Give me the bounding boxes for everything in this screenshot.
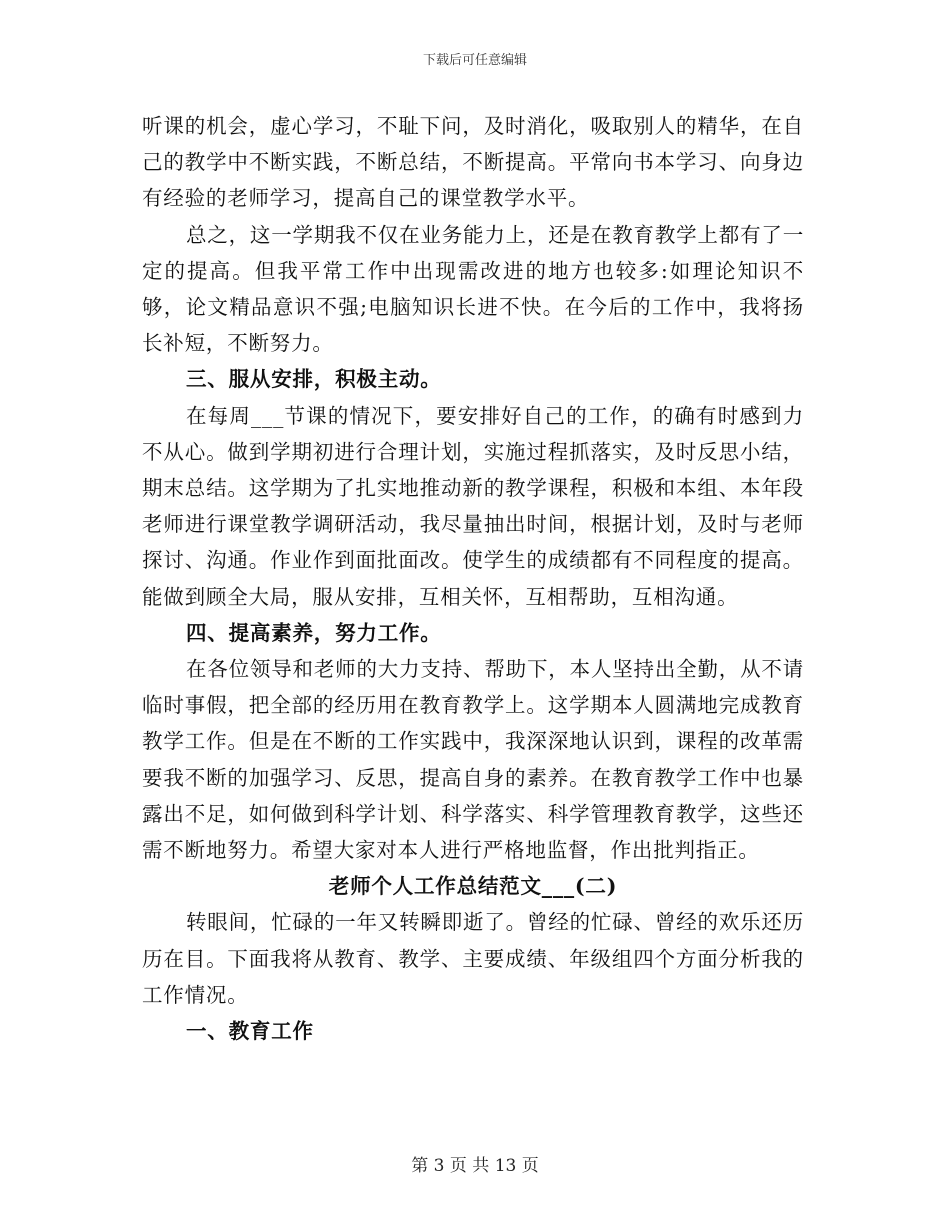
paragraph: 听课的机会，虚心学习，不耻下问，及时消化，吸取别人的精华，在自己的教学中不断实践，不断总结，不断提高。平常向书本学习、向身边有经验的老师学习，提高自己的课堂教学水平。	[142, 114, 804, 211]
section-heading: 四、提高素养，努力工作。	[186, 620, 442, 645]
paragraph: 在各位领导和老师的大力支持、帮助下，本人坚持出全勤，从不请临时事假，把全部的经历用在教育教学上。这学期本人圆满地完成教育教学工作。但是在不断的工作实践中，我深深地认识到，课程的改革需要我不断的加强学习、反思，提高自身的素养。在教育教学工作中也暴露出不足，如何做到科学计划、科学落实、科学管理教育教学，这些还需不断地努力。希望大家对本人进行严格地监督，作出批判指正。	[142, 657, 804, 863]
section-heading: 一、教育工作	[186, 1019, 314, 1044]
section-heading: 三、服从安排，积极主动。	[186, 367, 442, 392]
paragraph: 转眼间，忙碌的一年又转瞬即逝了。曾经的忙碌、曾经的欢乐还历历在目。下面我将从教育、教学、主要成绩、年级组四个方面分析我的工作情况。	[142, 910, 804, 1007]
page-header: 下载后可任意编辑	[422, 53, 527, 68]
paragraph: 在每周___节课的情况下，要安排好自己的工作，的确有时感到力不从心。做到学期初进行合理计划，实施过程抓落实，及时反思小结，期末总结。这学期为了扎实地推动新的教学课程，积极和本组、本年段老师进行课堂教学调研活动，我尽量抽出时间，根据计划，及时与老师探讨、沟通。作业作到面批面改。使学生的成绩都有不同程度的提高。能做到顾全大局，服从安排，互相关怀，互相帮助，互相沟通。	[142, 403, 804, 609]
page-number: 第 3 页 共 13 页	[411, 1156, 539, 1176]
paragraph: 总之，这一学期我不仅在业务能力上，还是在教育教学上都有了一定的提高。但我平常工作中出现需改进的地方也较多:如理论知识不够，论文精品意识不强;电脑知识长进不快。在今后的工作中，我将扬长补短，不断努力。	[142, 222, 804, 356]
document-body	[142, 108, 804, 1049]
document-title: 老师个人工作总结范文___(二)	[328, 874, 618, 899]
